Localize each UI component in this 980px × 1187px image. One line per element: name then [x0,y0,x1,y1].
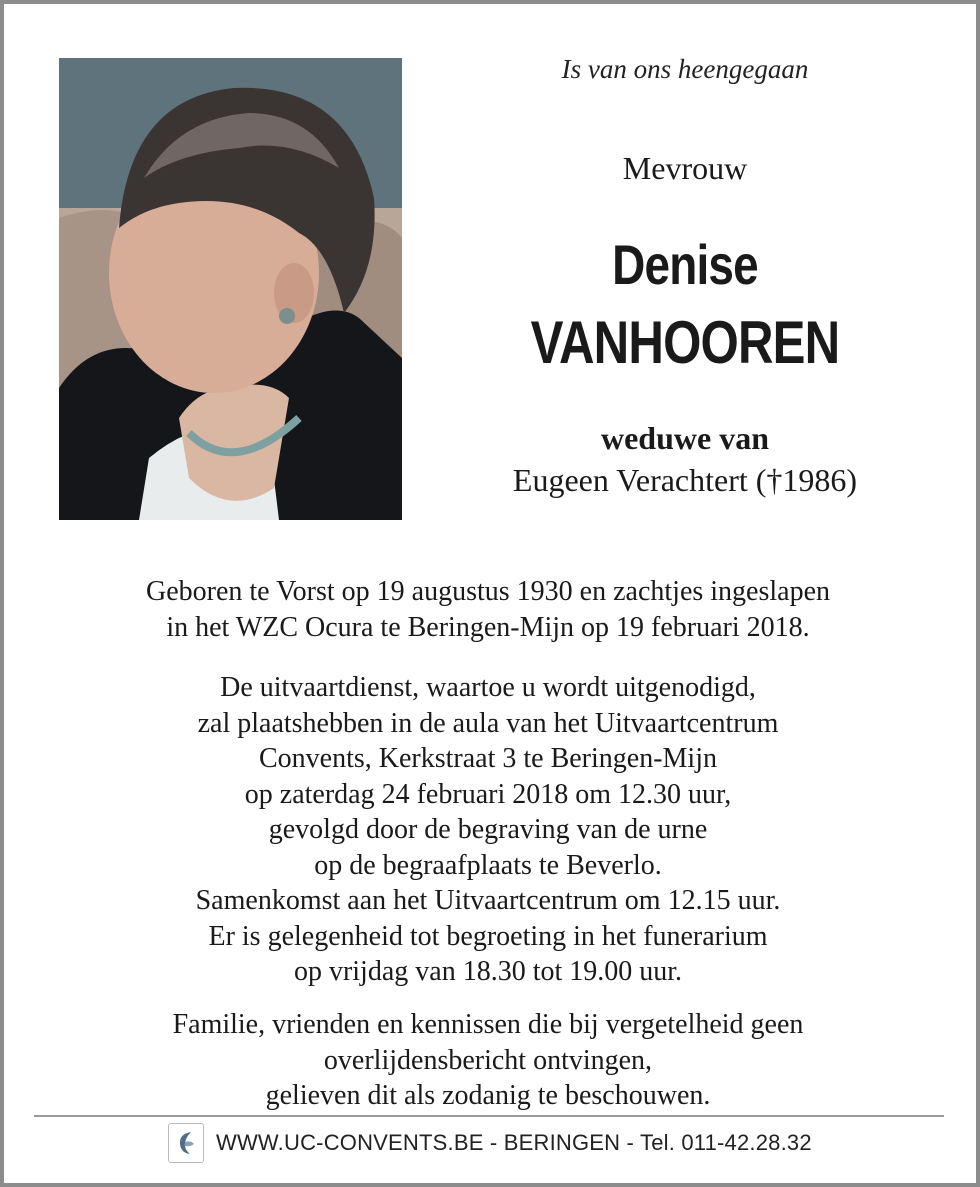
paragraph-line: gelieven dit als zodanig te beschouwen. [265,1080,711,1111]
paragraph-line: De uitvaartdienst, waartoe u wordt uitgenodigd, [220,672,756,703]
closing-paragraph [30,1007,946,1114]
paragraph-line: zal plaatshebben in de aula van het Uitvaartcentrum [197,707,779,739]
paragraph-line: gevolgd door de begraving van de urne [268,814,708,845]
paragraph-line: Geboren te Vorst op 19 augustus 1930 en zachtjes ingeslapen [145,576,831,607]
birth-death-paragraph [30,574,946,645]
dove-logo-icon [168,1123,204,1163]
paragraph-line: Familie, vrienden en kennissen die bij vergetelheid geen [172,1009,804,1040]
deceased-last-name: VANHOOREN [530,309,840,376]
paragraph-line: op zaterdag 24 februari 2018 om 12.30 uur, [244,778,732,810]
footer-contact: WWW.UC-CONVENTS.BE - BERINGEN - Tel. 011-42.28.32 [216,1130,812,1155]
deceased-first-name: Denise [612,233,758,296]
paragraph-line: Convents, Kerkstraat 3 te Beringen-Mijn [258,743,717,774]
ceremony-paragraph [30,670,946,990]
intro-text: Is van ons heengegaan [561,54,809,84]
spouse-name: Eugeen Verachtert (†1986) [512,462,858,498]
footer [168,1124,812,1162]
honorific-title: Mevrouw [622,150,748,186]
footer-divider [34,1115,944,1117]
paragraph-line: overlijdensbericht ontvingen, [323,1044,653,1076]
paragraph-line: Er is gelegenheid tot begroeting in het funerarium [208,920,768,952]
widow-label: weduwe van [600,420,769,456]
paragraph-line: op vrijdag van 18.30 tot 19.00 uur. [293,956,683,987]
portrait-photo [59,58,402,520]
paragraph-line: Samenkomst aan het Uitvaartcentrum om 12.15 uur. [195,885,781,916]
paragraph-line: op de begraafplaats te Beverlo. [314,849,662,881]
paragraph-line: in het WZC Ocura te Beringen-Mijn op 19 februari 2018. [166,611,810,643]
